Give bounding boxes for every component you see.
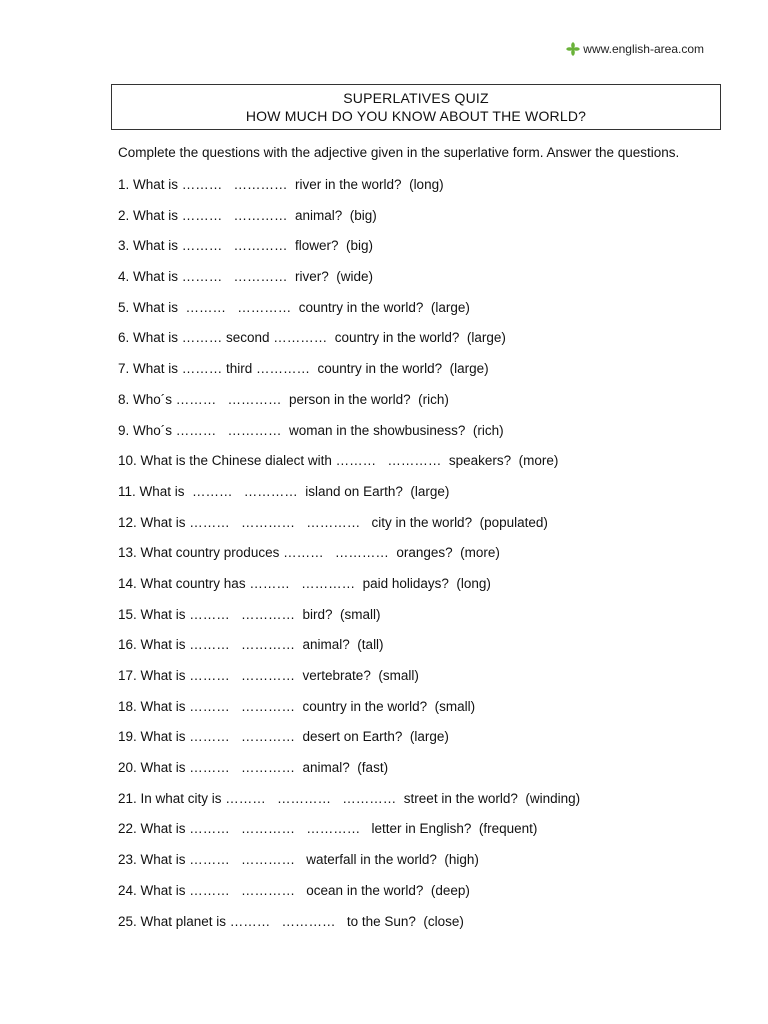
question-item: 23. What is ……… ………… waterfall in the world? (high) (118, 852, 479, 868)
question-item: 12. What is ……… ………… ………… city in the world? (populated) (118, 514, 548, 530)
question-item: 19. What is ……… ………… desert on Earth? (large) (118, 729, 449, 745)
leaf-icon (566, 42, 580, 56)
question-item: 25. What planet is ……… ………… to the Sun? (close) (118, 913, 464, 929)
question-item: 2. What is ……… ………… animal? (big) (118, 207, 377, 223)
question-item: 15. What is ……… ………… bird? (small) (118, 606, 381, 622)
question-item: 14. What country has ……… ………… paid holidays? (long) (118, 575, 491, 591)
questions-list (118, 175, 580, 942)
question-item: 24. What is ……… ………… ocean in the world? (deep) (118, 882, 470, 898)
question-item: 8. Who´s ……… ………… person in the world? (rich) (118, 391, 449, 407)
quiz-subtitle: HOW MUCH DO YOU KNOW ABOUT THE WORLD? (245, 108, 587, 124)
question-item: 13. What country produces ……… ………… oranges? (more) (118, 545, 500, 561)
question-item: 4. What is ……… ………… river? (wide) (118, 269, 374, 285)
question-item: 9. Who´s ……… ………… woman in the showbusiness? (rich) (118, 422, 504, 438)
question-item: 21. In what city is ……… ………… ………… street in the world? (winding) (118, 790, 581, 806)
question-item: 18. What is ……… ………… country in the world? (small) (118, 698, 476, 714)
question-item: 22. What is ……… ………… ………… letter in English? (frequent) (118, 821, 538, 837)
question-item: 7. What is ……… third ………… country in the world? (large) (118, 361, 489, 377)
question-item: 1. What is ……… ………… river in the world? (long) (118, 177, 444, 192)
website-url: www.english-area.com (583, 42, 704, 56)
quiz-title-box (111, 84, 721, 130)
question-item: 10. What is the Chinese dialect with ……… ………… speakers? (more) (118, 453, 559, 469)
instructions-text: Complete the questions with the adjective given in the superlative form. Answer the questions. (118, 145, 680, 160)
question-item: 5. What is ……… ………… country in the world? (large) (118, 299, 470, 315)
question-item: 17. What is ……… ………… vertebrate? (small) (118, 668, 419, 683)
quiz-title: SUPERLATIVES QUIZ (343, 90, 489, 106)
website-header (566, 42, 704, 56)
question-item: 16. What is ……… ………… animal? (tall) (118, 637, 384, 653)
question-item: 11. What is ……… ………… island on Earth? (large) (118, 483, 450, 499)
question-item: 20. What is ……… ………… animal? (fast) (118, 760, 389, 776)
question-item: 3. What is ……… ………… flower? (big) (118, 238, 374, 254)
question-item: 6. What is ……… second ………… country in the world? (large) (118, 330, 506, 346)
